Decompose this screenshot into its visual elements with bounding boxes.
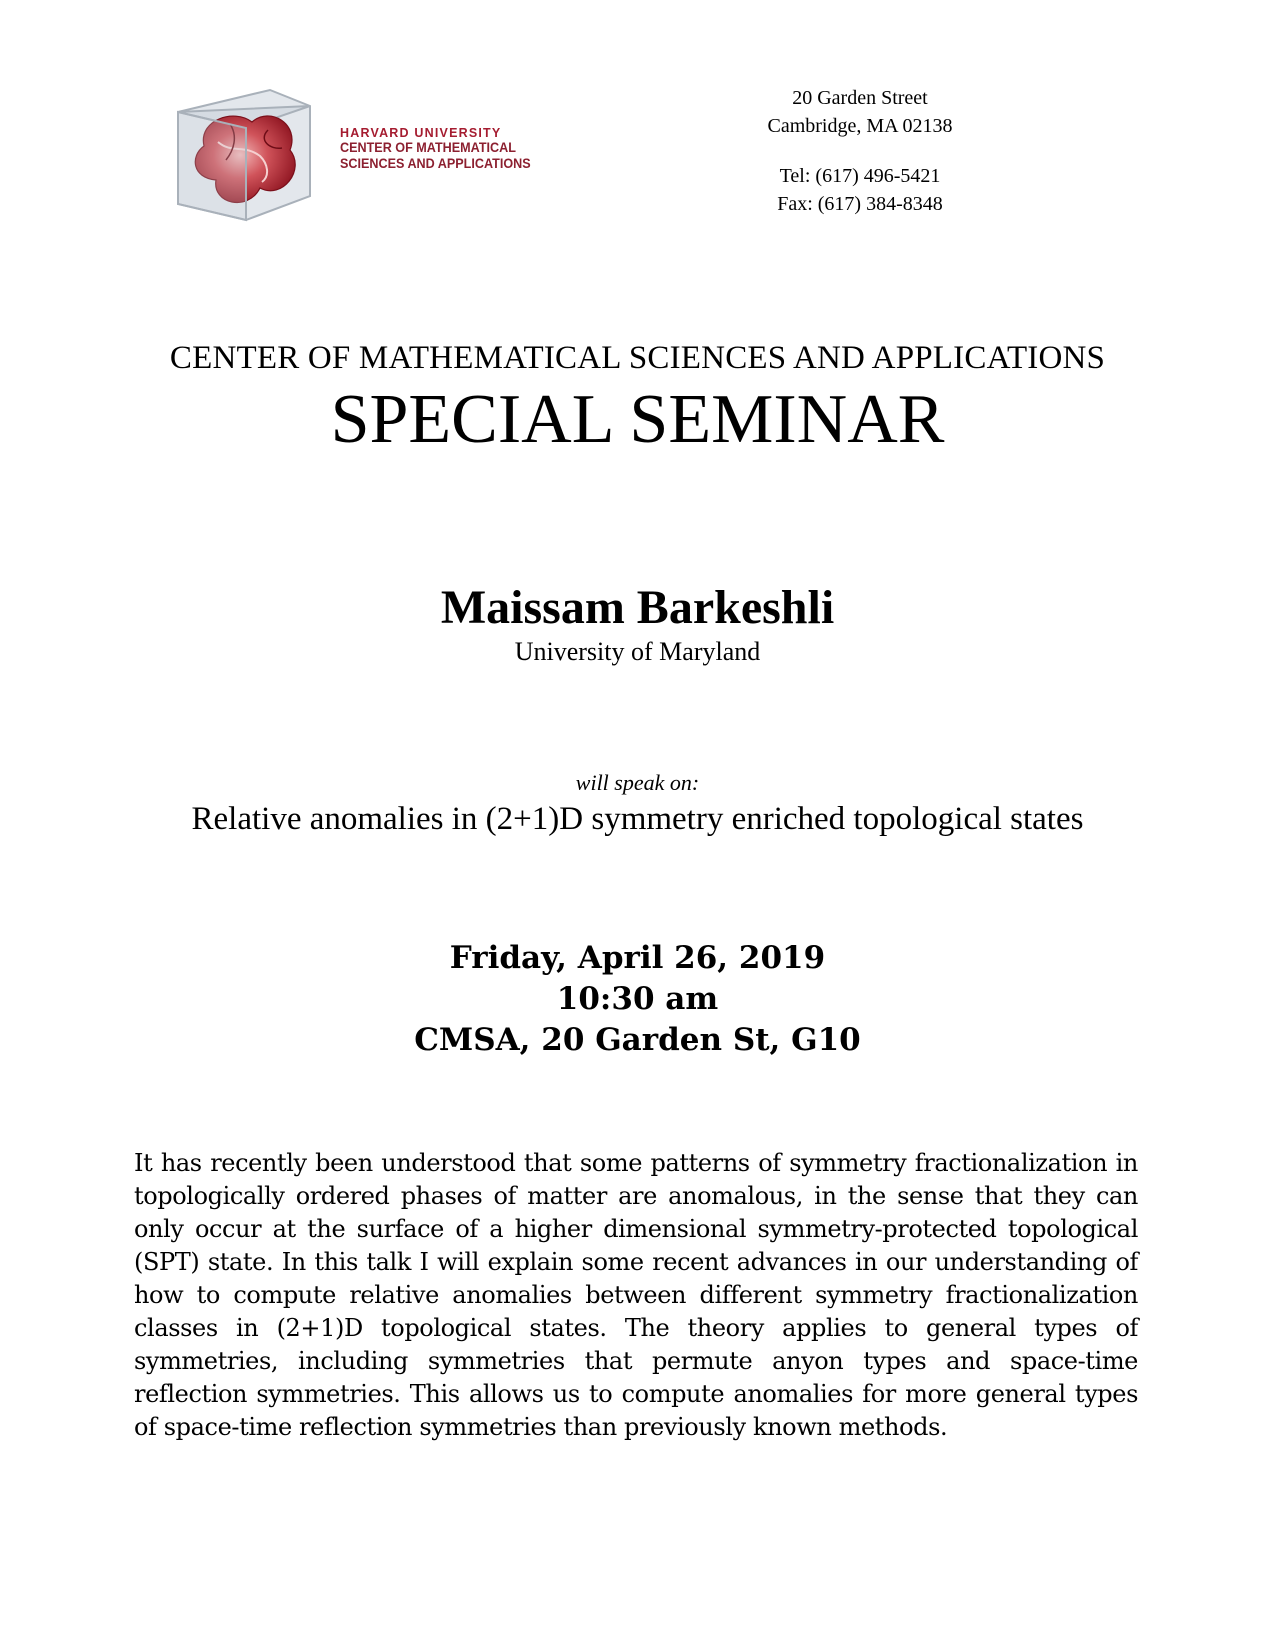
event-date: Friday, April 26, 2019	[449, 940, 826, 976]
event-time: 10:30 am	[556, 981, 719, 1017]
telephone: Tel: (617) 496-5421	[779, 165, 941, 187]
city-address: Cambridge, MA 02138	[767, 115, 953, 137]
seminar-title: SPECIAL SEMINAR	[330, 381, 945, 458]
contact-spacer	[740, 140, 980, 162]
logo-wordmark	[340, 126, 552, 171]
talk-intro: will speak on:	[575, 770, 700, 795]
logo-university-name: HARVARD UNIVERSITY	[340, 126, 502, 140]
contact-block	[740, 84, 980, 218]
seminar-header	[0, 338, 1275, 460]
event-location: CMSA, 20 Garden St, G10	[414, 1022, 861, 1058]
abstract-text: It has recently been understood that some patterns of symmetry fractionalization in topologically ordered phases of matter are anomalous, in the sense that they can only occur at the surface of a higher dimensional symmetry-protected topological (SPT) state. In this talk I will explain some recent advances in our understanding of how to compute relative anomalies between different symmetry fractionalization classes in (2+1)D topological states. The theory applies to general types of symmetries, including symmetries that permute anyon types and space-time reflection symmetries. This allows us to compute anomalies for more general types of space-time reflection symmetries than previously known methods.	[134, 1149, 1138, 1441]
center-name: CENTER OF MATHEMATICAL SCIENCES AND APPLICATIONS	[169, 340, 1106, 376]
cmsa-cube-logo-icon	[174, 84, 314, 224]
logo-center-line2: SCIENCES AND APPLICATIONS	[340, 154, 531, 171]
speaker-affiliation: University of Maryland	[514, 637, 761, 666]
talk-title: Relative anomalies in (2+1)D symmetry enriched topological states	[191, 801, 1084, 837]
cmsa-logo	[174, 84, 554, 224]
street-address: 20 Garden Street	[792, 87, 928, 109]
logo-center-line1: CENTER OF MATHEMATICAL	[340, 139, 516, 155]
speaker-block	[0, 580, 1275, 668]
fax: Fax: (617) 384-8348	[777, 193, 943, 215]
speaker-name: Maissam Barkeshli	[440, 581, 835, 634]
talk-block	[0, 768, 1275, 840]
event-details	[0, 938, 1275, 1061]
